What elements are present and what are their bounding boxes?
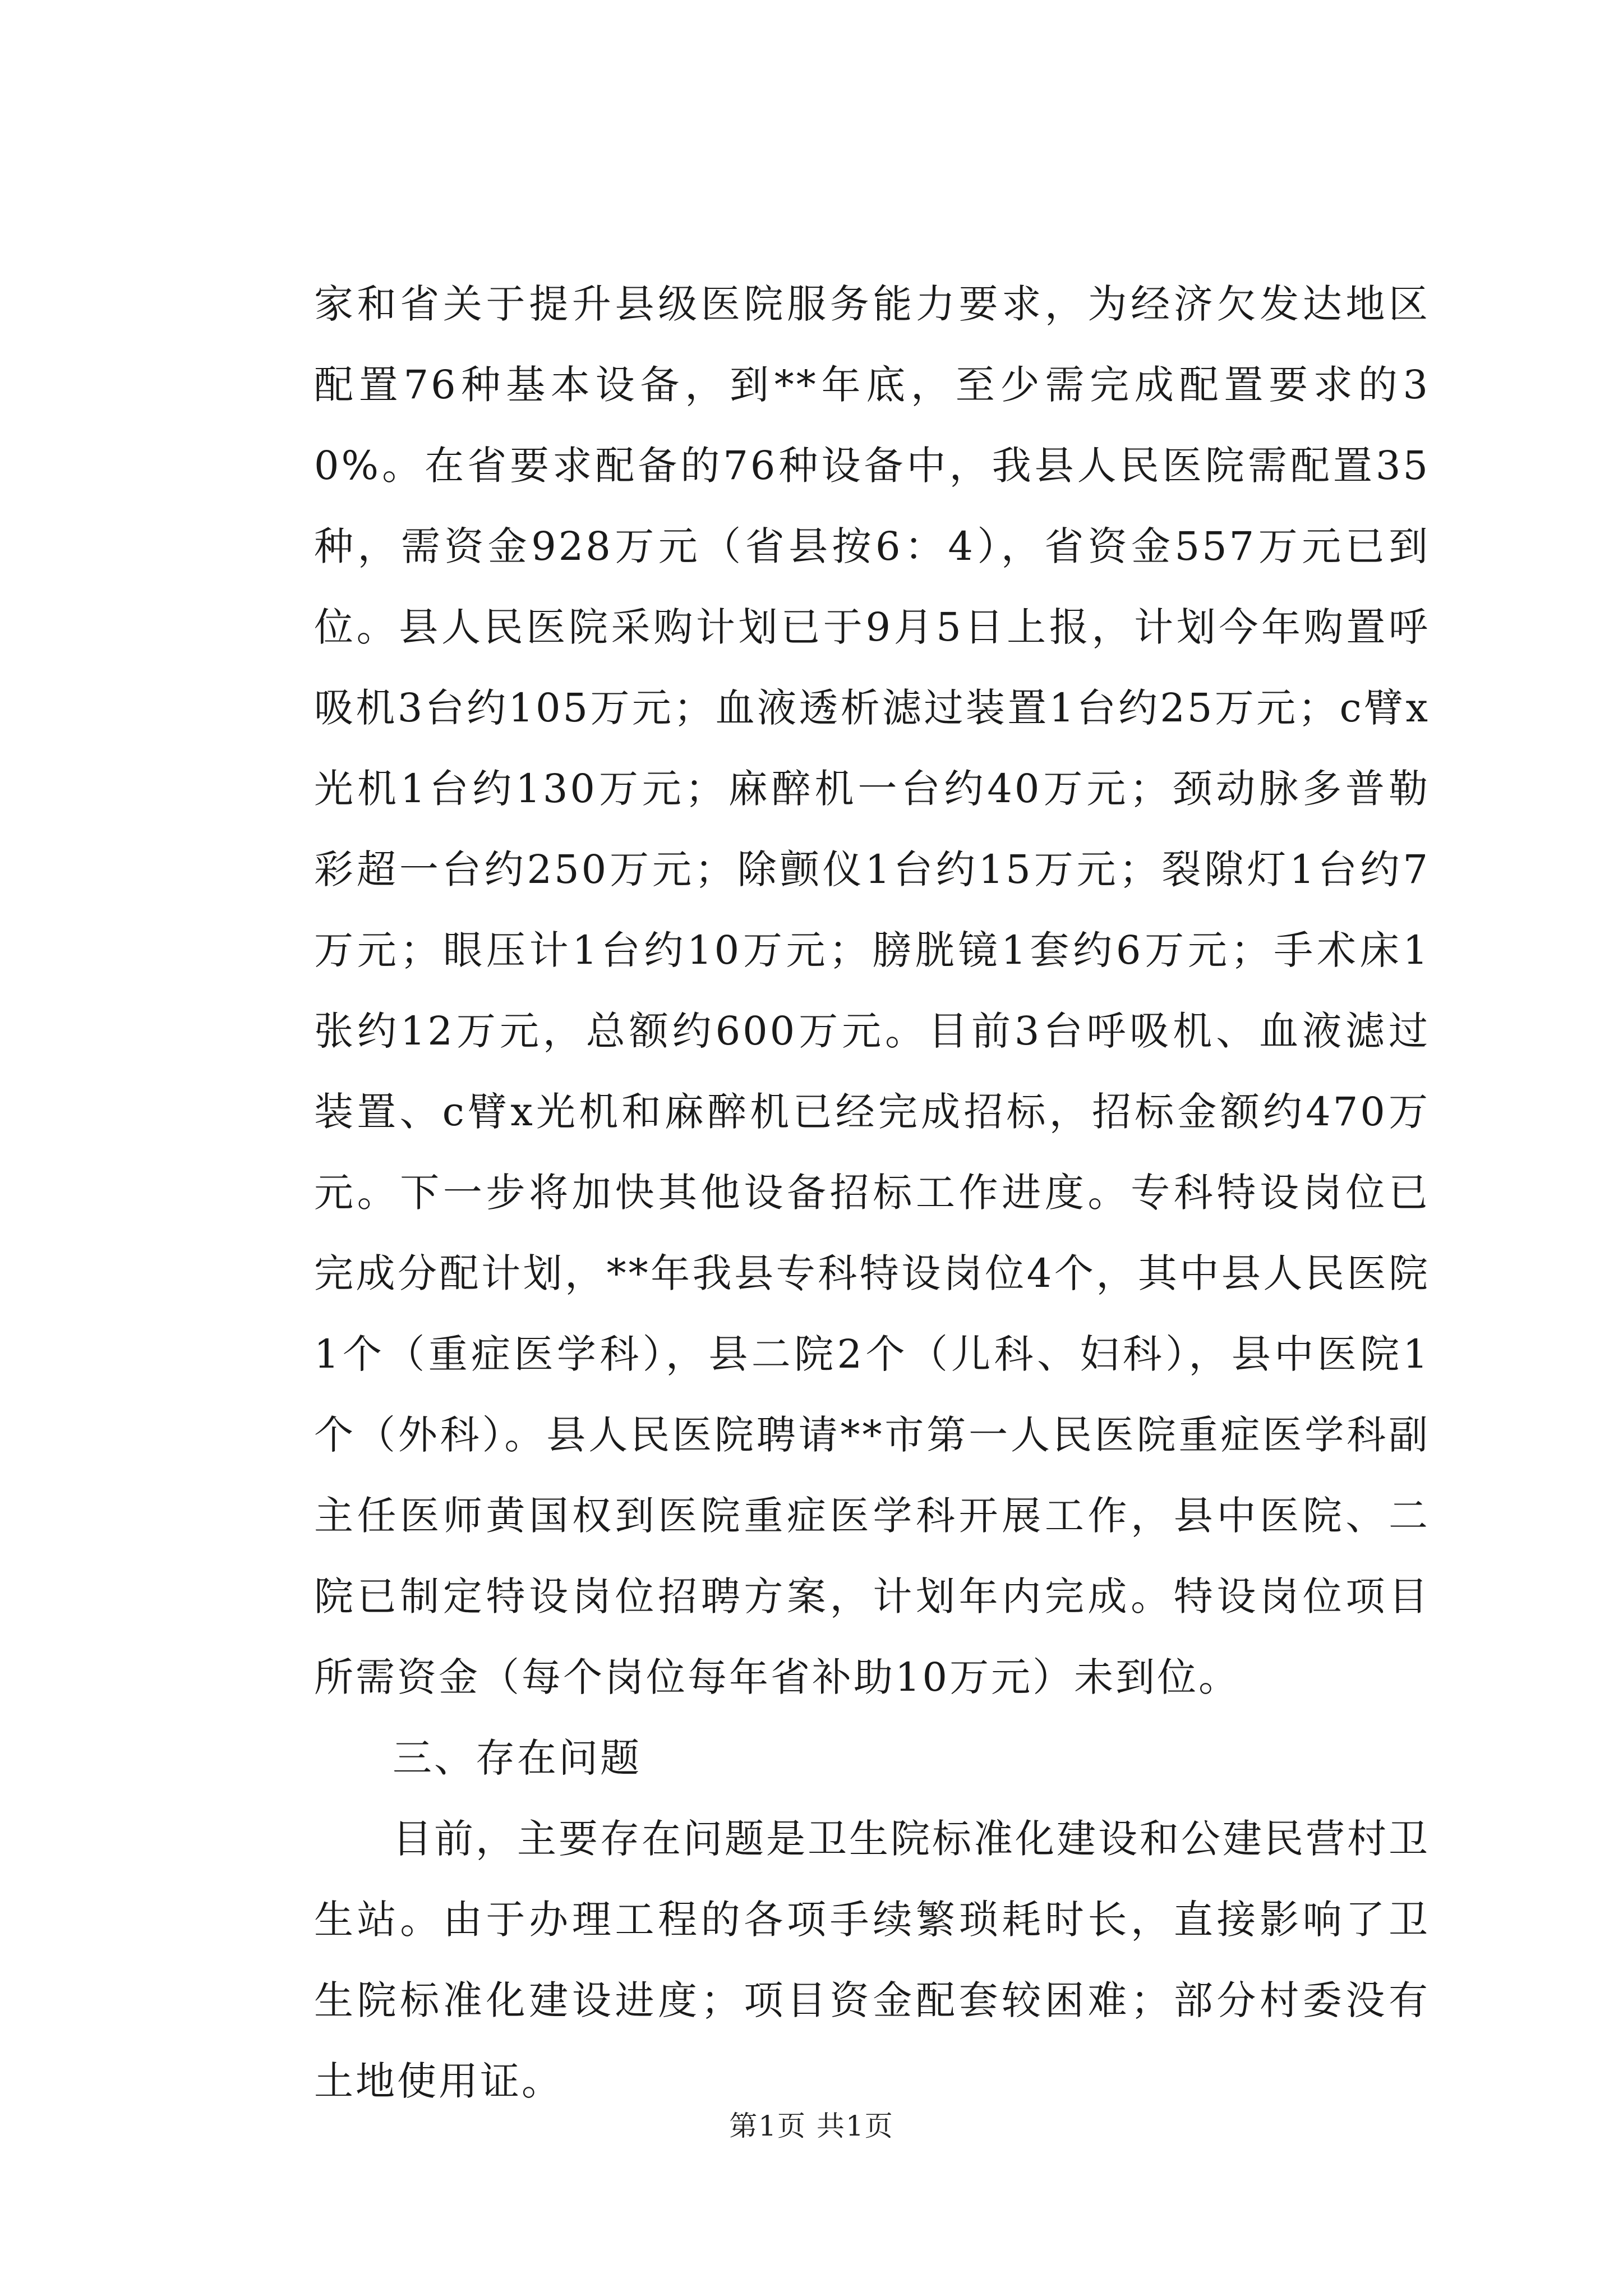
page-footer: 第1页 共1页 (729, 2110, 894, 2142)
document-body (314, 264, 1430, 2122)
section-heading-problems: 三、存在问题 (393, 1735, 642, 1781)
paragraph-equipment-and-posts: 家和省关于提升县级医院服务能力要求，为经济欠发达地区配置76种基本设备，到**年底，至少需完成配置要求的30%。在省要求配备的76种设备中，我县人民医院需配置35种，需资金928万元（省县按6：4），省资金557万元已到位。县人民医院采购计划已于9月5日上报，计划今年购置呼吸机3台约105万元；血液透析滤过装置1台约25万元；c臂x光机1台约130万元；麻醉机一台约40万元；颈动脉多普勒彩超一台约250万元；除颤仪1台约15万元；裂隙灯1台约7万元；眼压计1台约10万元；膀胱镜1套约6万元；手术床1张约12万元，总额约600万元。目前3台呼吸机、血液滤过装置、c臂x光机和麻醉机已经完成招标，招标金额约470万元。下一步将加快其他设备招标工作进度。专科特设岗位已完成分配计划，**年我县专科特设岗位4个，其中县人民医院1个（重症医学科），县二院2个（儿科、妇科），县中医院1个（外科）。县人民医院聘请**市第一人民医院重症医学科副主任医师黄国权到医院重症医学科开展工作，县中医院、二院已制定特设岗位招聘方案，计划年内完成。特设岗位项目所需资金（每个岗位每年省补助10万元）未到位。 (314, 281, 1430, 1700)
paragraph-problems: 目前，主要存在问题是卫生院标准化建设和公建民营村卫生站。由于办理工程的各项手续繁琐耗时长，直接影响了卫生院标准化建设进度；项目资金配套较困难；部分村委没有土地使用证。 (314, 1816, 1430, 2104)
